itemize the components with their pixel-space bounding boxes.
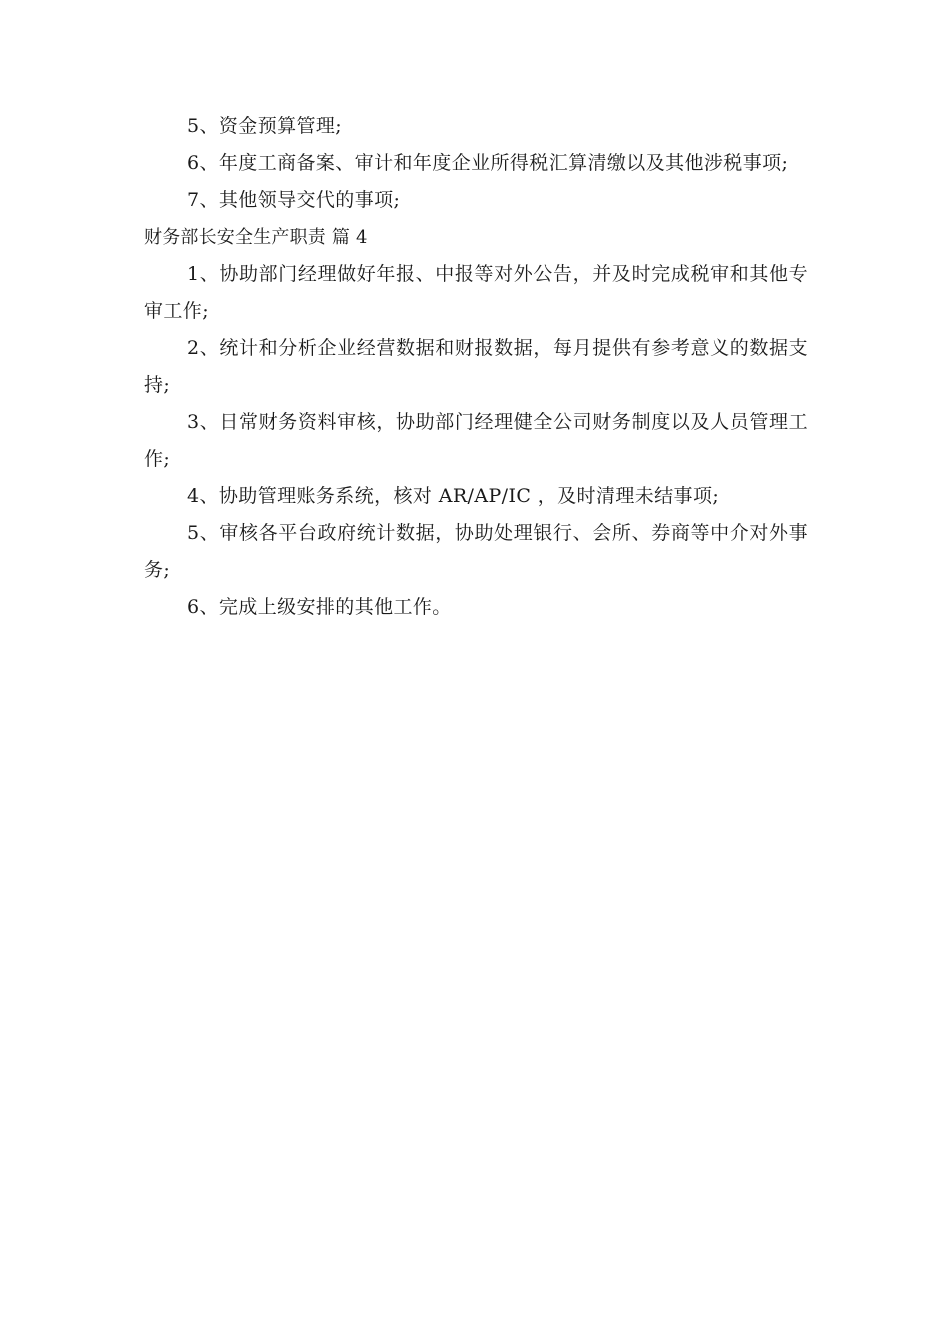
list-item: 4、协助管理账务系统，核对 AR/AP/IC ，及时清理未结事项; (187, 485, 720, 507)
list-item: 6、年度工商备案、审计和年度企业所得税汇算清缴以及其他涉税事项; (187, 152, 789, 174)
list-item: 5、资金预算管理; (187, 115, 343, 137)
document-body (144, 108, 808, 626)
list-item: 2、统计和分析企业经营数据和财报数据，每月提供有参考意义的数据支持; (144, 337, 808, 396)
list-item: 3、日常财务资料审核，协助部门经理健全公司财务制度以及人员管理工作; (144, 411, 808, 470)
list-item: 1、协助部门经理做好年报、中报等对外公告，并及时完成税审和其他专审工作; (144, 263, 808, 322)
list-item: 7、其他领导交代的事项; (187, 189, 401, 211)
list-item: 5、审核各平台政府统计数据，协助处理银行、会所、券商等中介对外事务; (144, 522, 808, 581)
list-item: 6、完成上级安排的其他工作。 (187, 596, 452, 618)
section-heading: 财务部长安全生产职责 篇 4 (144, 227, 368, 248)
